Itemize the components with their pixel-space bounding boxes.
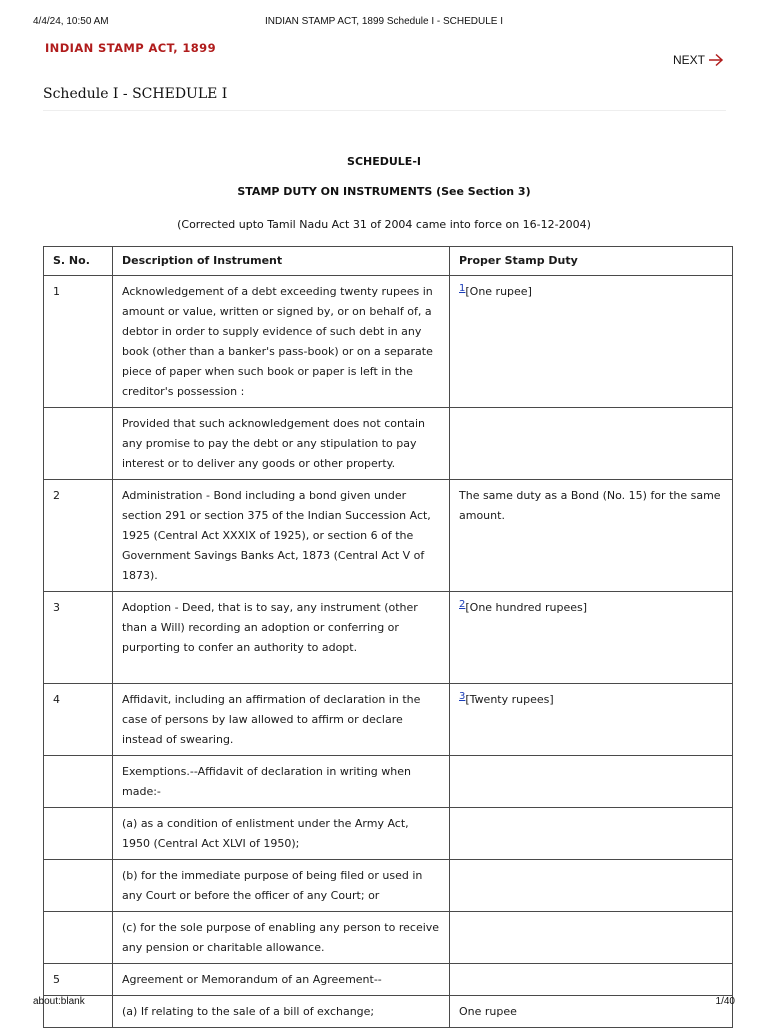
next-button[interactable] bbox=[673, 53, 724, 67]
duty-text: [One rupee] bbox=[465, 285, 532, 298]
table-row bbox=[44, 592, 733, 684]
header-sno: S. No. bbox=[44, 247, 113, 276]
page-title: Schedule I - SCHEDULE I bbox=[43, 86, 228, 102]
cell-description: Affidavit, including an affirmation of declaration in the case of persons by law allowed to affirm or declare instead of swearing. bbox=[113, 684, 450, 756]
arrow-right-icon bbox=[708, 53, 724, 67]
cell-duty bbox=[450, 756, 733, 808]
table-row bbox=[44, 684, 733, 756]
header-duty: Proper Stamp Duty bbox=[450, 247, 733, 276]
cell-duty bbox=[450, 276, 733, 408]
table-row bbox=[44, 480, 733, 592]
table-header-row bbox=[44, 247, 733, 276]
cell-duty bbox=[450, 592, 733, 684]
table-row bbox=[44, 912, 733, 964]
print-datetime: 4/4/24, 10:50 AM bbox=[33, 16, 109, 27]
cell-sno: 2 bbox=[44, 480, 113, 592]
cell-sno bbox=[44, 912, 113, 964]
cell-sno bbox=[44, 408, 113, 480]
cell-sno bbox=[44, 860, 113, 912]
cell-description: Provided that such acknowledgement does not contain any promise to pay the debt or any stipulation to pay interest or to deliver any goods or other property. bbox=[113, 408, 450, 480]
table-row bbox=[44, 408, 733, 480]
header-description: Description of Instrument bbox=[113, 247, 450, 276]
table-row bbox=[44, 276, 733, 408]
cell-description: (b) for the immediate purpose of being filed or used in any Court or before the officer of any Court; or bbox=[113, 860, 450, 912]
cell-duty bbox=[450, 860, 733, 912]
duty-text: [One hundred rupees] bbox=[465, 601, 588, 614]
divider bbox=[43, 110, 726, 111]
stamp-duty-table bbox=[43, 246, 733, 1028]
cell-description: (a) as a condition of enlistment under the Army Act, 1950 (Central Act XLVI of 1950); bbox=[113, 808, 450, 860]
cell-description: Administration - Bond including a bond given under section 291 or section 375 of the Indian Succession Act, 1925 (Central Act XXXIX of 1925), or section 6 of the Government Savings Banks Act, 1873 (Central Act V of 1873). bbox=[113, 480, 450, 592]
cell-duty bbox=[450, 684, 733, 756]
act-title-link[interactable]: INDIAN STAMP ACT, 1899 bbox=[45, 41, 216, 55]
cell-sno: 3 bbox=[44, 592, 113, 684]
cell-duty bbox=[450, 912, 733, 964]
footnote-link[interactable]: 3 bbox=[459, 691, 466, 702]
cell-duty: The same duty as a Bond (No. 15) for the same amount. bbox=[450, 480, 733, 592]
cell-description: Exemptions.--Affidavit of declaration in writing when made:- bbox=[113, 756, 450, 808]
cell-description: Agreement or Memorandum of an Agreement-- bbox=[113, 964, 450, 996]
cell-duty bbox=[450, 808, 733, 860]
table-row bbox=[44, 808, 733, 860]
cell-sno: 5 bbox=[44, 964, 113, 996]
cell-description: (c) for the sole purpose of enabling any person to receive any pension or charitable allowance. bbox=[113, 912, 450, 964]
schedule-subtitle: STAMP DUTY ON INSTRUMENTS (See Section 3) bbox=[237, 185, 531, 198]
cell-description: Adoption - Deed, that is to say, any instrument (other than a Will) recording an adoption or conferring or purporting to confer an authority to adopt. bbox=[113, 592, 450, 684]
cell-sno: 1 bbox=[44, 276, 113, 408]
table-row bbox=[44, 996, 733, 1028]
table-row bbox=[44, 964, 733, 996]
cell-duty: One rupee bbox=[450, 996, 733, 1028]
footnote-link[interactable]: 1 bbox=[459, 283, 466, 294]
print-url: about:blank bbox=[33, 996, 85, 1007]
footnote-link[interactable]: 2 bbox=[459, 599, 466, 610]
correction-note: (Corrected upto Tamil Nadu Act 31 of 2004 came into force on 16-12-2004) bbox=[177, 218, 591, 231]
table-row bbox=[44, 756, 733, 808]
duty-text: [Twenty rupees] bbox=[465, 693, 554, 706]
print-header bbox=[0, 16, 768, 30]
cell-description: (a) If relating to the sale of a bill of exchange; bbox=[113, 996, 450, 1028]
schedule-heading: SCHEDULE-I bbox=[347, 155, 421, 168]
cell-sno: 4 bbox=[44, 684, 113, 756]
cell-description: Acknowledgement of a debt exceeding twenty rupees in amount or value, written or signed by, or on behalf of, a debtor in order to supply evidence of such debt in any book (other than a banker's pass-book) or on a separate piece of paper when such book or paper is left in the creditor's possession : bbox=[113, 276, 450, 408]
next-label: NEXT bbox=[672, 53, 705, 67]
cell-duty bbox=[450, 964, 733, 996]
cell-sno bbox=[44, 756, 113, 808]
cell-duty bbox=[450, 408, 733, 480]
table-row bbox=[44, 860, 733, 912]
cell-sno bbox=[44, 808, 113, 860]
print-doc-title: INDIAN STAMP ACT, 1899 Schedule I - SCHEDULE I bbox=[264, 16, 504, 27]
print-page-number: 1/40 bbox=[715, 996, 735, 1007]
